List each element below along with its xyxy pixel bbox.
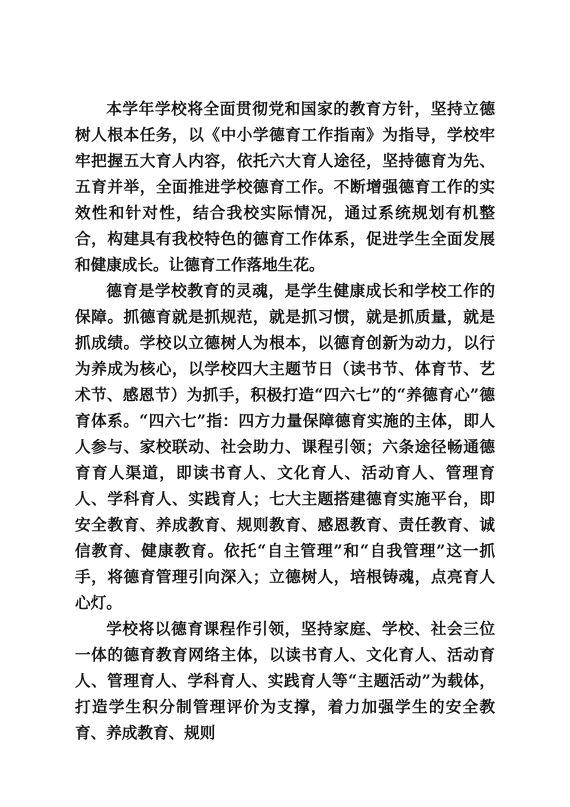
paragraph-1: 本学年学校将全面贯彻党和国家的教育方针，坚持立德树人根本任务，以《中小学德育工作指南》为指导，学校牢牢把握五大育人内容，依托六大育人途径，坚持德育为先、五育并举，全面推进学校德育工作。不断增强德育工作的实效性和针对性，结合我校实际情况，通过系统规划有机整合，构建具有我校特色的德育工作体系，促进学生全面发展和健康成长。让德育工作落地生花。 xyxy=(75,99,495,274)
paragraph-3: 学校将以德育课程作引领，坚持家庭、学校、社会三位一体的德育教育网络主体，以读书育人、文化育人、活动育人、管理育人、学科育人、实践育人等“主题活动”为载体，打造学生积分制管理评价为支撑，着力加强学生的安全教育、养成教育、规则 xyxy=(75,619,495,742)
paragraph-2: 德育是学校教育的灵魂，是学生健康成长和学校工作的保障。抓德育就是抓规范，就是抓习惯，就是抓质量，就是抓成绩。学校以立德树人为根本，以德育创新为动力，以行为养成为核心，以学校四大主题节日（读书节、体育节、艺术节、感恩节）为抓手，积极打造“四六七”的“养德育心”德育体系。“四六七”指：四方力量保障德育实施的主体，即人人参与、家校联动、社会助力、课程引领；六条途径畅通德育育人渠道，即读书育人、文化育人、活动育人、管理育人、学科育人、实践育人；七大主题搭建德育实施平台，即安全教育、养成教育、规则教育、感恩教育、责任教育、诚信教育、健康教育。依托“自主管理”和“自我管理”这一抓手，将德育管理引向深入；立德树人，培根铸魂，点亮育人心灯。 xyxy=(75,281,495,612)
document-body xyxy=(75,96,495,746)
